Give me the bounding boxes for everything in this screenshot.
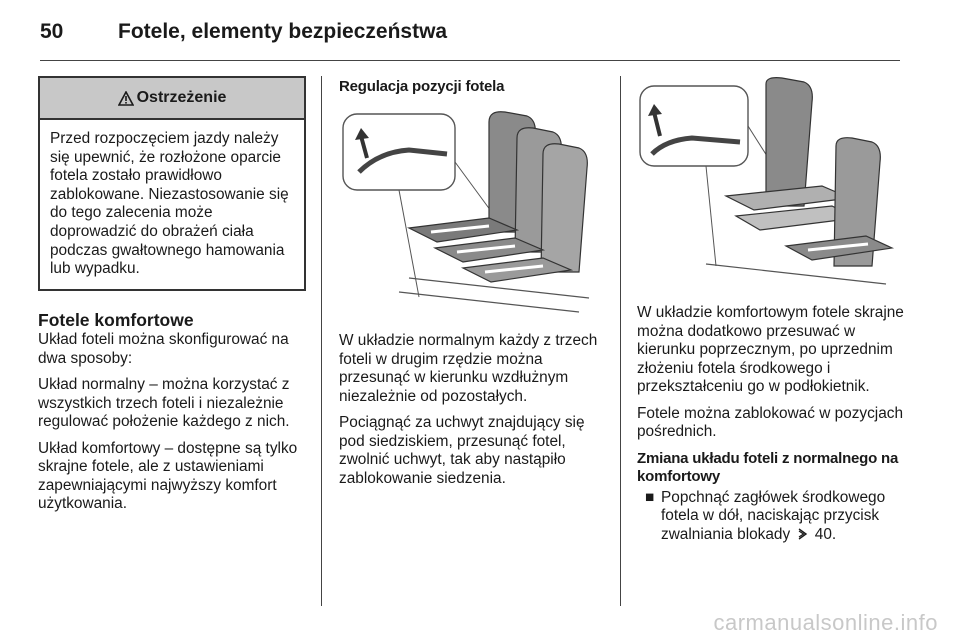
paragraph: Fotele można zablokować w pozycjach pośrednich. xyxy=(637,404,904,440)
paragraph: Układ komfortowy – dostępne są tylko skrajne fotele, ale z ustawieniami zapewniającymi najwyższy komfort użytkowania. xyxy=(38,439,298,513)
watermark: carmanualsonline.info xyxy=(713,610,938,635)
column-middle-text xyxy=(339,332,607,496)
column-middle xyxy=(339,76,607,99)
seat-adjust-illustration xyxy=(339,102,604,317)
page-number: 50 xyxy=(40,20,64,43)
warning-triangle-icon xyxy=(118,91,134,106)
section-heading-comfort-seats: Fotele komfortowe xyxy=(38,309,194,330)
paragraph: W układzie komfortowym fotele skrajne można dodatkowo przesuwać w kierunku poprzecznym, po uprzednim złożeniu fotela środkowego i przekształceniu go w podłokietnik. xyxy=(637,304,904,395)
paragraph: Pociągnąć za uchwyt znajdujący się pod siedziskiem, przesunąć fotel, zwolnić uchwyt, tak aby nastąpiło zablokowanie siedzenia. xyxy=(339,414,585,487)
warning-header xyxy=(40,78,304,120)
warning-box xyxy=(38,76,306,291)
paragraph: W układzie normalnym każdy z trzech foteli w drugim rzędzie można przesunąć w kierunku wzdłużnym niezależnie od pozostałych. xyxy=(339,332,598,405)
paragraph: Układ foteli można skonfigurować na dwa sposoby: xyxy=(38,331,289,367)
section-heading-layout-change: Zmiana układu foteli z normalnego na komfortowy xyxy=(637,449,899,485)
column-left xyxy=(38,76,306,522)
list-item xyxy=(645,489,907,545)
chapter-title: Fotele, elementy bezpieczeństwa xyxy=(118,20,448,43)
page-header xyxy=(40,18,900,61)
warning-title: Ostrzeżenie xyxy=(136,88,227,106)
column-right xyxy=(637,304,907,544)
section-heading-seat-adjust: Regulacja pozycji fotela xyxy=(339,78,505,95)
bullet-square-icon: ■ xyxy=(645,488,655,506)
warning-text: Przed rozpoczęciem jazdy należy się upewnić, że rozłożone oparcie fotela zostało prawidłowo zablokowane. Niezastosowanie się do tego zalecenia może doprowadzić do obrażeń ciała podczas gwałtownego hamowania lub wypadku. xyxy=(50,130,289,278)
comfort-layout-illustration xyxy=(636,76,900,288)
column-divider-2 xyxy=(620,76,621,606)
page-reference-arrow-icon xyxy=(797,528,808,540)
column-divider-1 xyxy=(321,76,322,606)
bullet-text: Popchnąć zagłówek środkowego fotela w dół, naciskając przycisk zwalniania blokady xyxy=(661,488,886,543)
page-reference: 40. xyxy=(814,525,837,543)
paragraph: Układ normalny – można korzystać z wszystkich trzech foteli i niezależnie regulować położenie każdego z nich. xyxy=(38,376,290,431)
